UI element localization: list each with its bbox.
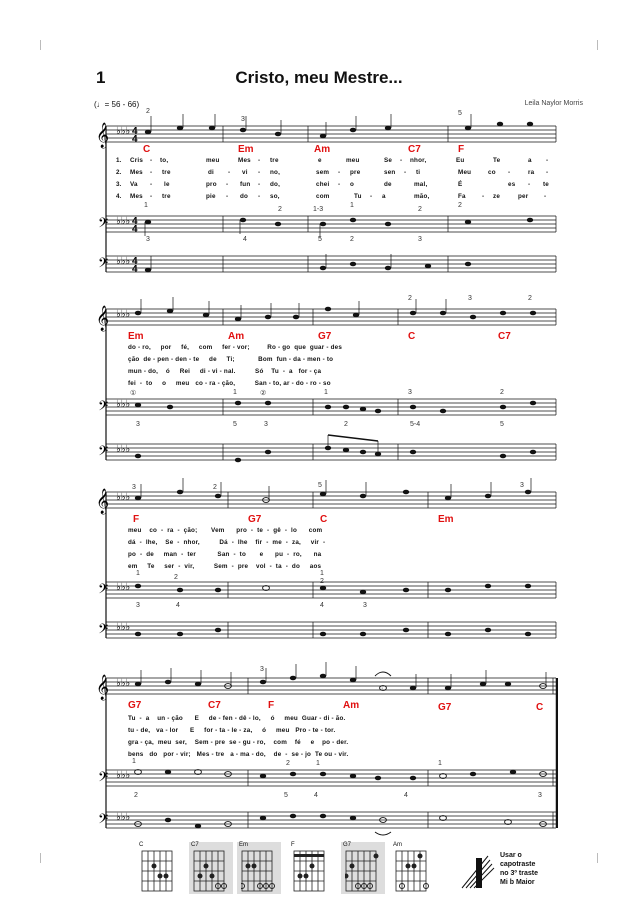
lyric-line-2: tu - de, va - lor E for - ta - le - za, ó meu Pro - te - tor.: [128, 727, 336, 734]
fingering: 3: [264, 421, 268, 428]
chord-symbol: G7: [438, 702, 452, 713]
fingering: 3: [260, 666, 264, 673]
fingering: 2: [286, 760, 290, 767]
svg-text:𝄢: 𝄢: [98, 443, 109, 462]
chord-symbol: C7: [408, 144, 421, 155]
fingering: 5: [500, 421, 504, 428]
svg-text:·: ·: [381, 685, 384, 692]
svg-text:𝄞: 𝄞: [96, 489, 110, 514]
lyric-line-2: dá - lhe, Se - nhor, Dá - lhe fir - me - za, vir -: [128, 539, 326, 546]
svg-text:♭♭♭: ♭♭♭: [116, 309, 131, 320]
lyric-line-4: bens do por - vir; Mes - tre a - ma - do, de - se - jo Te ou - vir.: [128, 751, 349, 758]
chord-symbol: Em: [438, 514, 454, 525]
fingering: 4: [176, 602, 180, 609]
fingering: 4: [320, 602, 324, 609]
fingering: 2: [500, 389, 504, 396]
chord-symbol: C7: [498, 331, 511, 342]
lyric-line-1: do - ro, por fé, com fer - vor; Ro - go que guar - des: [128, 344, 343, 351]
music-system-4: [88, 662, 558, 837]
music-system-1: 𝄞 𝄢 𝄢 ♭♭♭ ♭♭♭ ♭♭♭ 4 4 4 4 4 4 C Em Am C7 F 1. 2. 3. 4. Cris - to, meu Mes - tre e meu Se - nhor, Eu Te a - Mes - tre di - vi - no, sem - pre sen - ti Meu co - ra - Va - le pro - fun - do, chei - o de mal, É es - te Mes - tre pie - do - so, com Tu - a mão, Fa - ze per - 2 3 5 1 2 1-3 1 2 2 3 4 5 2 3: [88, 112, 558, 282]
chord-symbol: Am: [343, 700, 360, 711]
fingering: 1: [316, 760, 320, 767]
fingering: 3: [146, 236, 150, 243]
chord-symbol: G7: [128, 700, 142, 711]
crop-mark: [40, 853, 41, 863]
chord-symbol: Em: [128, 331, 144, 342]
svg-text:4: 4: [132, 256, 138, 267]
chord-symbol: Am: [314, 144, 331, 155]
fingering: 2: [146, 108, 150, 115]
fingering: 2: [458, 202, 462, 209]
chord-symbol: F: [458, 144, 465, 155]
chord-diagram: F: [289, 842, 333, 894]
svg-text:𝄢: 𝄢: [98, 621, 109, 640]
music-system-3: [88, 478, 558, 648]
fingering: 1: [136, 570, 140, 577]
chord-symbol: F: [133, 514, 140, 525]
lyric-line-3: mun - do, ó Rei di - vi - nal. Só Tu - a for - ça: [128, 368, 322, 375]
svg-text:♭♭♭: ♭♭♭: [116, 399, 131, 410]
fingering: 3: [538, 792, 542, 799]
fingering: 5: [458, 110, 462, 117]
chord-symbol: C: [536, 702, 544, 713]
music-system-2: [88, 295, 558, 470]
svg-text:𝄞: 𝄞: [96, 675, 110, 700]
fingering: 3: [132, 484, 136, 491]
lyric-line-3: po - de man - ter San - to e pu - ro, na: [128, 551, 322, 558]
fingering: 1: [233, 389, 237, 396]
fingering: 2: [174, 574, 178, 581]
composer: Leila Naylor Morris: [524, 100, 583, 107]
svg-text:𝄞: 𝄞: [96, 123, 110, 148]
lyric-line-3: gra - ça, meu ser, Sem - pre se - gu - ro, com fé e po - der.: [128, 739, 349, 746]
lyric-line-2: ção de - pen - den - te de Ti; Bom fun - da - men - to: [128, 356, 334, 363]
fingering: 1: [144, 202, 148, 209]
stanza-number: 4.: [116, 193, 122, 200]
svg-text:4: 4: [132, 134, 138, 145]
fingering: 1: [320, 570, 324, 577]
tempo-marking: (♩= 56 - 66): [94, 100, 140, 109]
chord-diagram: Em: [237, 842, 281, 894]
fingering: 2: [213, 484, 217, 491]
svg-text:4: 4: [132, 224, 138, 235]
svg-text:♭♭♭: ♭♭♭: [116, 216, 131, 227]
svg-text:𝄢: 𝄢: [98, 811, 109, 830]
page-title: Cristo, meu Mestre...: [235, 68, 403, 87]
fingering: 2: [344, 421, 348, 428]
fingering: 2: [408, 295, 412, 302]
svg-text:♭♭♭: ♭♭♭: [116, 678, 131, 689]
fingering: 3: [468, 295, 472, 302]
chord-symbol: C: [408, 331, 416, 342]
svg-text:4: 4: [132, 216, 138, 227]
fingering: 2: [320, 578, 324, 585]
stanza-number: 1.: [116, 157, 122, 164]
crop-mark: [40, 40, 41, 50]
stanza-number: 2.: [116, 169, 122, 176]
chord-symbol: Em: [238, 144, 254, 155]
fingering: 3: [241, 116, 245, 123]
chord-diagram: Am: [391, 842, 435, 894]
fingering: 4: [314, 792, 318, 799]
chord-diagram: G7: [341, 842, 385, 894]
crop-mark: [597, 853, 598, 863]
svg-text:♭♭♭: ♭♭♭: [116, 256, 131, 267]
chord-symbol: C: [320, 514, 328, 525]
fingering: 1: [324, 389, 328, 396]
svg-text:𝄢: 𝄢: [98, 769, 109, 788]
chord-symbol: F: [268, 700, 275, 711]
lyric-line-1: meu co - ra - ção; Vem pro - te - gê - lo com: [128, 527, 323, 534]
chord-symbol: G7: [318, 331, 332, 342]
chord-diagram: C7: [189, 842, 233, 894]
fingering: 2: [134, 792, 138, 799]
svg-text:4: 4: [132, 264, 138, 275]
svg-text:♭♭♭: ♭♭♭: [116, 126, 131, 137]
chord-symbol: G7: [248, 514, 262, 525]
fingering: 1: [132, 758, 136, 765]
svg-text:♭♭♭: ♭♭♭: [116, 812, 131, 823]
fingering: 3: [418, 236, 422, 243]
capo-icon: [458, 852, 496, 892]
fingering: 5: [284, 792, 288, 799]
fingering: ②: [260, 390, 267, 397]
page-number: 1: [96, 68, 106, 87]
fingering: 4: [404, 792, 408, 799]
svg-text:♭♭♭: ♭♭♭: [116, 492, 131, 503]
fingering: 5: [233, 421, 237, 428]
fingering: 1: [438, 760, 442, 767]
fingering: 1-3: [313, 206, 324, 213]
fingering: 5: [318, 236, 322, 243]
fingering: 5: [318, 482, 322, 489]
svg-text:4: 4: [132, 126, 138, 137]
svg-text:𝄢: 𝄢: [98, 255, 109, 274]
stanza-number: 3.: [116, 181, 122, 188]
fingering: 3: [408, 389, 412, 396]
fingering: 3: [520, 482, 524, 489]
fingering: 2: [350, 236, 354, 243]
fingering: 2: [528, 295, 532, 302]
fingering: 2: [418, 206, 422, 213]
fingering: 4: [243, 236, 247, 243]
capo-note: Usar o capotraste no 3º traste Mi b Maior: [500, 852, 538, 886]
svg-text:𝄢: 𝄢: [98, 398, 109, 417]
crop-mark: [597, 40, 598, 50]
fingering: 1: [350, 202, 354, 209]
svg-text:𝄞: 𝄞: [96, 306, 110, 331]
svg-text:♭♭♭: ♭♭♭: [116, 444, 131, 455]
fingering: 3: [136, 602, 140, 609]
chord-symbol: Am: [228, 331, 245, 342]
svg-text:♭♭♭: ♭♭♭: [116, 582, 131, 593]
svg-text:𝄢: 𝄢: [98, 215, 109, 234]
lyric-line-1: Tu - a un - ção E de - fen - dê - lo, ó meu Guar - di - ão.: [128, 715, 346, 722]
lyric-line-4: fei - to o meu co - ra - ção, San - to, ar - do - ro - so: [128, 380, 331, 387]
fingering: 3: [363, 602, 367, 609]
chord-symbol: C: [143, 144, 151, 155]
staff-graphics: [88, 662, 558, 837]
fingering: 3: [136, 421, 140, 428]
lyric-line-4: em Te ser - vir, Sem - pre vol - ta - do aos: [128, 563, 322, 570]
fingering: ①: [130, 390, 137, 397]
svg-text:♭♭♭: ♭♭♭: [116, 770, 131, 781]
svg-text:𝄢: 𝄢: [98, 581, 109, 600]
fingering: 5-4: [410, 421, 421, 428]
fingering: 2: [278, 206, 282, 213]
chord-symbol: C7: [208, 700, 221, 711]
chord-diagram: C: [137, 842, 181, 894]
svg-text:♭♭♭: ♭♭♭: [116, 622, 131, 633]
